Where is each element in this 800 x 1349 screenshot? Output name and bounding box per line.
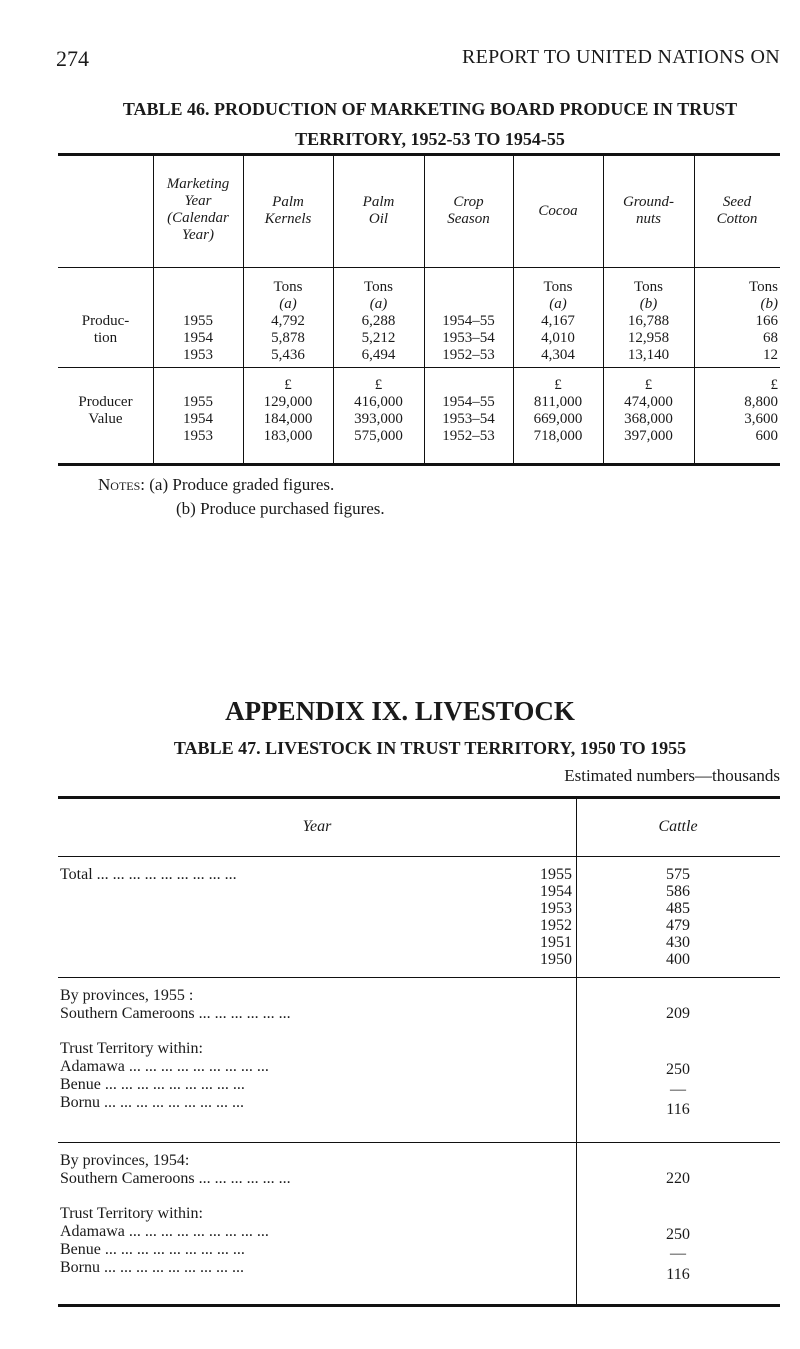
table46-notes: Notes: (a) Produce graded figures. (b) Produce purchased figures. bbox=[98, 475, 385, 518]
header-palm-oil: Palm Oil bbox=[362, 194, 395, 227]
bornu-1954: Bornu ... ... ... ... ... ... ... ... ... bbox=[60, 1259, 244, 1276]
southern-cameroons-1955: Southern Cameroons ... ... ... ... ... ... bbox=[60, 1005, 291, 1022]
table47-subtitle: Estimated numbers—thousands bbox=[564, 766, 780, 785]
production-label: Produc- tion bbox=[81, 313, 130, 346]
total-cattle: 575 586 485 479 430 400 bbox=[666, 866, 690, 968]
table46-header-rule bbox=[58, 267, 780, 268]
page-number: 274 bbox=[56, 46, 89, 71]
producer-value-palm-kernels: £ 129,000 184,000 183,000 bbox=[263, 377, 313, 444]
production-crop-season: 1954–55 1953–54 1952–53 bbox=[442, 313, 495, 363]
adamawa-1955: Adamawa ... ... ... ... ... ... ... ... ... bbox=[60, 1058, 269, 1075]
trust-territory-1954-heading: Trust Territory within: bbox=[60, 1205, 203, 1222]
production-years: 1955 1954 1953 bbox=[183, 313, 213, 363]
southern-cameroons-1954-value: 220 bbox=[666, 1170, 690, 1187]
producer-value-crop-season: 1954–55 1953–54 1952–53 bbox=[442, 394, 495, 444]
southern-cameroons-1954: Southern Cameroons ... ... ... ... ... ... bbox=[60, 1170, 291, 1187]
benue-1954-value: — bbox=[670, 1245, 686, 1262]
header-crop-season: Crop Season bbox=[447, 194, 490, 227]
producer-value-seed-cotton: £ 8,800 3,600 600 bbox=[744, 377, 778, 444]
provinces-1954-heading: By provinces, 1954: bbox=[60, 1152, 190, 1169]
header-marketing-year: Marketing Year (Calendar Year) bbox=[166, 176, 230, 243]
production-groundnuts: Tons (b) 16,788 12,958 13,140 bbox=[627, 279, 670, 363]
bornu-1955: Bornu ... ... ... ... ... ... ... ... ... bbox=[60, 1094, 244, 1111]
producer-value-groundnuts: £ 474,000 368,000 397,000 bbox=[624, 377, 673, 444]
trust-territory-1955-heading: Trust Territory within: bbox=[60, 1040, 203, 1057]
adamawa-1954-value: 250 bbox=[666, 1226, 690, 1243]
table47-top-rule bbox=[58, 796, 780, 799]
bornu-1954-value: 116 bbox=[666, 1266, 690, 1283]
table47-title: TABLE 47. LIVESTOCK IN TRUST TERRITORY, 1950 TO 1955 bbox=[173, 738, 687, 758]
bornu-1955-value: 116 bbox=[666, 1101, 690, 1118]
table47-bottom-rule bbox=[58, 1304, 780, 1307]
total-label: Total ... ... ... ... ... ... ... ... ... bbox=[60, 866, 237, 883]
producer-value-label: Producer Value bbox=[78, 394, 133, 427]
provinces-1955-heading: By provinces, 1955 : bbox=[60, 987, 194, 1004]
benue-1954: Benue ... ... ... ... ... ... ... ... ... bbox=[60, 1241, 245, 1258]
header-cocoa: Cocoa bbox=[538, 203, 578, 219]
table46-bottom-rule bbox=[58, 463, 780, 466]
adamawa-1955-value: 250 bbox=[666, 1061, 690, 1078]
production-palm-oil: Tons (a) 6,288 5,212 6,494 bbox=[361, 279, 396, 363]
header-year: Year bbox=[302, 818, 332, 835]
page-header bbox=[56, 46, 780, 76]
header-cattle: Cattle bbox=[658, 818, 698, 835]
running-head: REPORT TO UNITED NATIONS ON bbox=[461, 46, 780, 68]
southern-cameroons-1955-value: 209 bbox=[666, 1005, 690, 1022]
producer-value-years: 1955 1954 1953 bbox=[183, 394, 213, 444]
table46-section-rule bbox=[58, 367, 780, 368]
production-palm-kernels: Tons (a) 4,792 5,878 5,436 bbox=[271, 279, 305, 363]
header-seed-cotton: Seed Cotton bbox=[716, 194, 758, 227]
benue-1955-value: — bbox=[670, 1081, 686, 1098]
total-years: 1955 1954 1953 1952 1951 1950 bbox=[540, 866, 572, 968]
table46-top-rule bbox=[58, 153, 780, 156]
table46-title: TABLE 46. PRODUCTION OF MARKETING BOARD PRODUCE IN TRUST TERRITORY, 1952-53 TO 1954-55 bbox=[122, 99, 738, 149]
producer-value-cocoa: £ 811,000 669,000 718,000 bbox=[533, 377, 583, 444]
benue-1955: Benue ... ... ... ... ... ... ... ... ... bbox=[60, 1076, 245, 1093]
appendix-title: APPENDIX IX. LIVESTOCK bbox=[225, 696, 575, 726]
table47-header-rule bbox=[58, 856, 780, 857]
producer-value-palm-oil: £ 416,000 393,000 575,000 bbox=[354, 377, 403, 444]
production-cocoa: Tons (a) 4,167 4,010 4,304 bbox=[541, 279, 575, 363]
header-groundnuts: Ground- nuts bbox=[622, 194, 675, 227]
header-palm-kernels: Palm Kernels bbox=[264, 194, 312, 227]
adamawa-1954: Adamawa ... ... ... ... ... ... ... ... ... bbox=[60, 1223, 269, 1240]
production-seed-cotton: Tons (b) 166 68 12 bbox=[749, 279, 778, 363]
